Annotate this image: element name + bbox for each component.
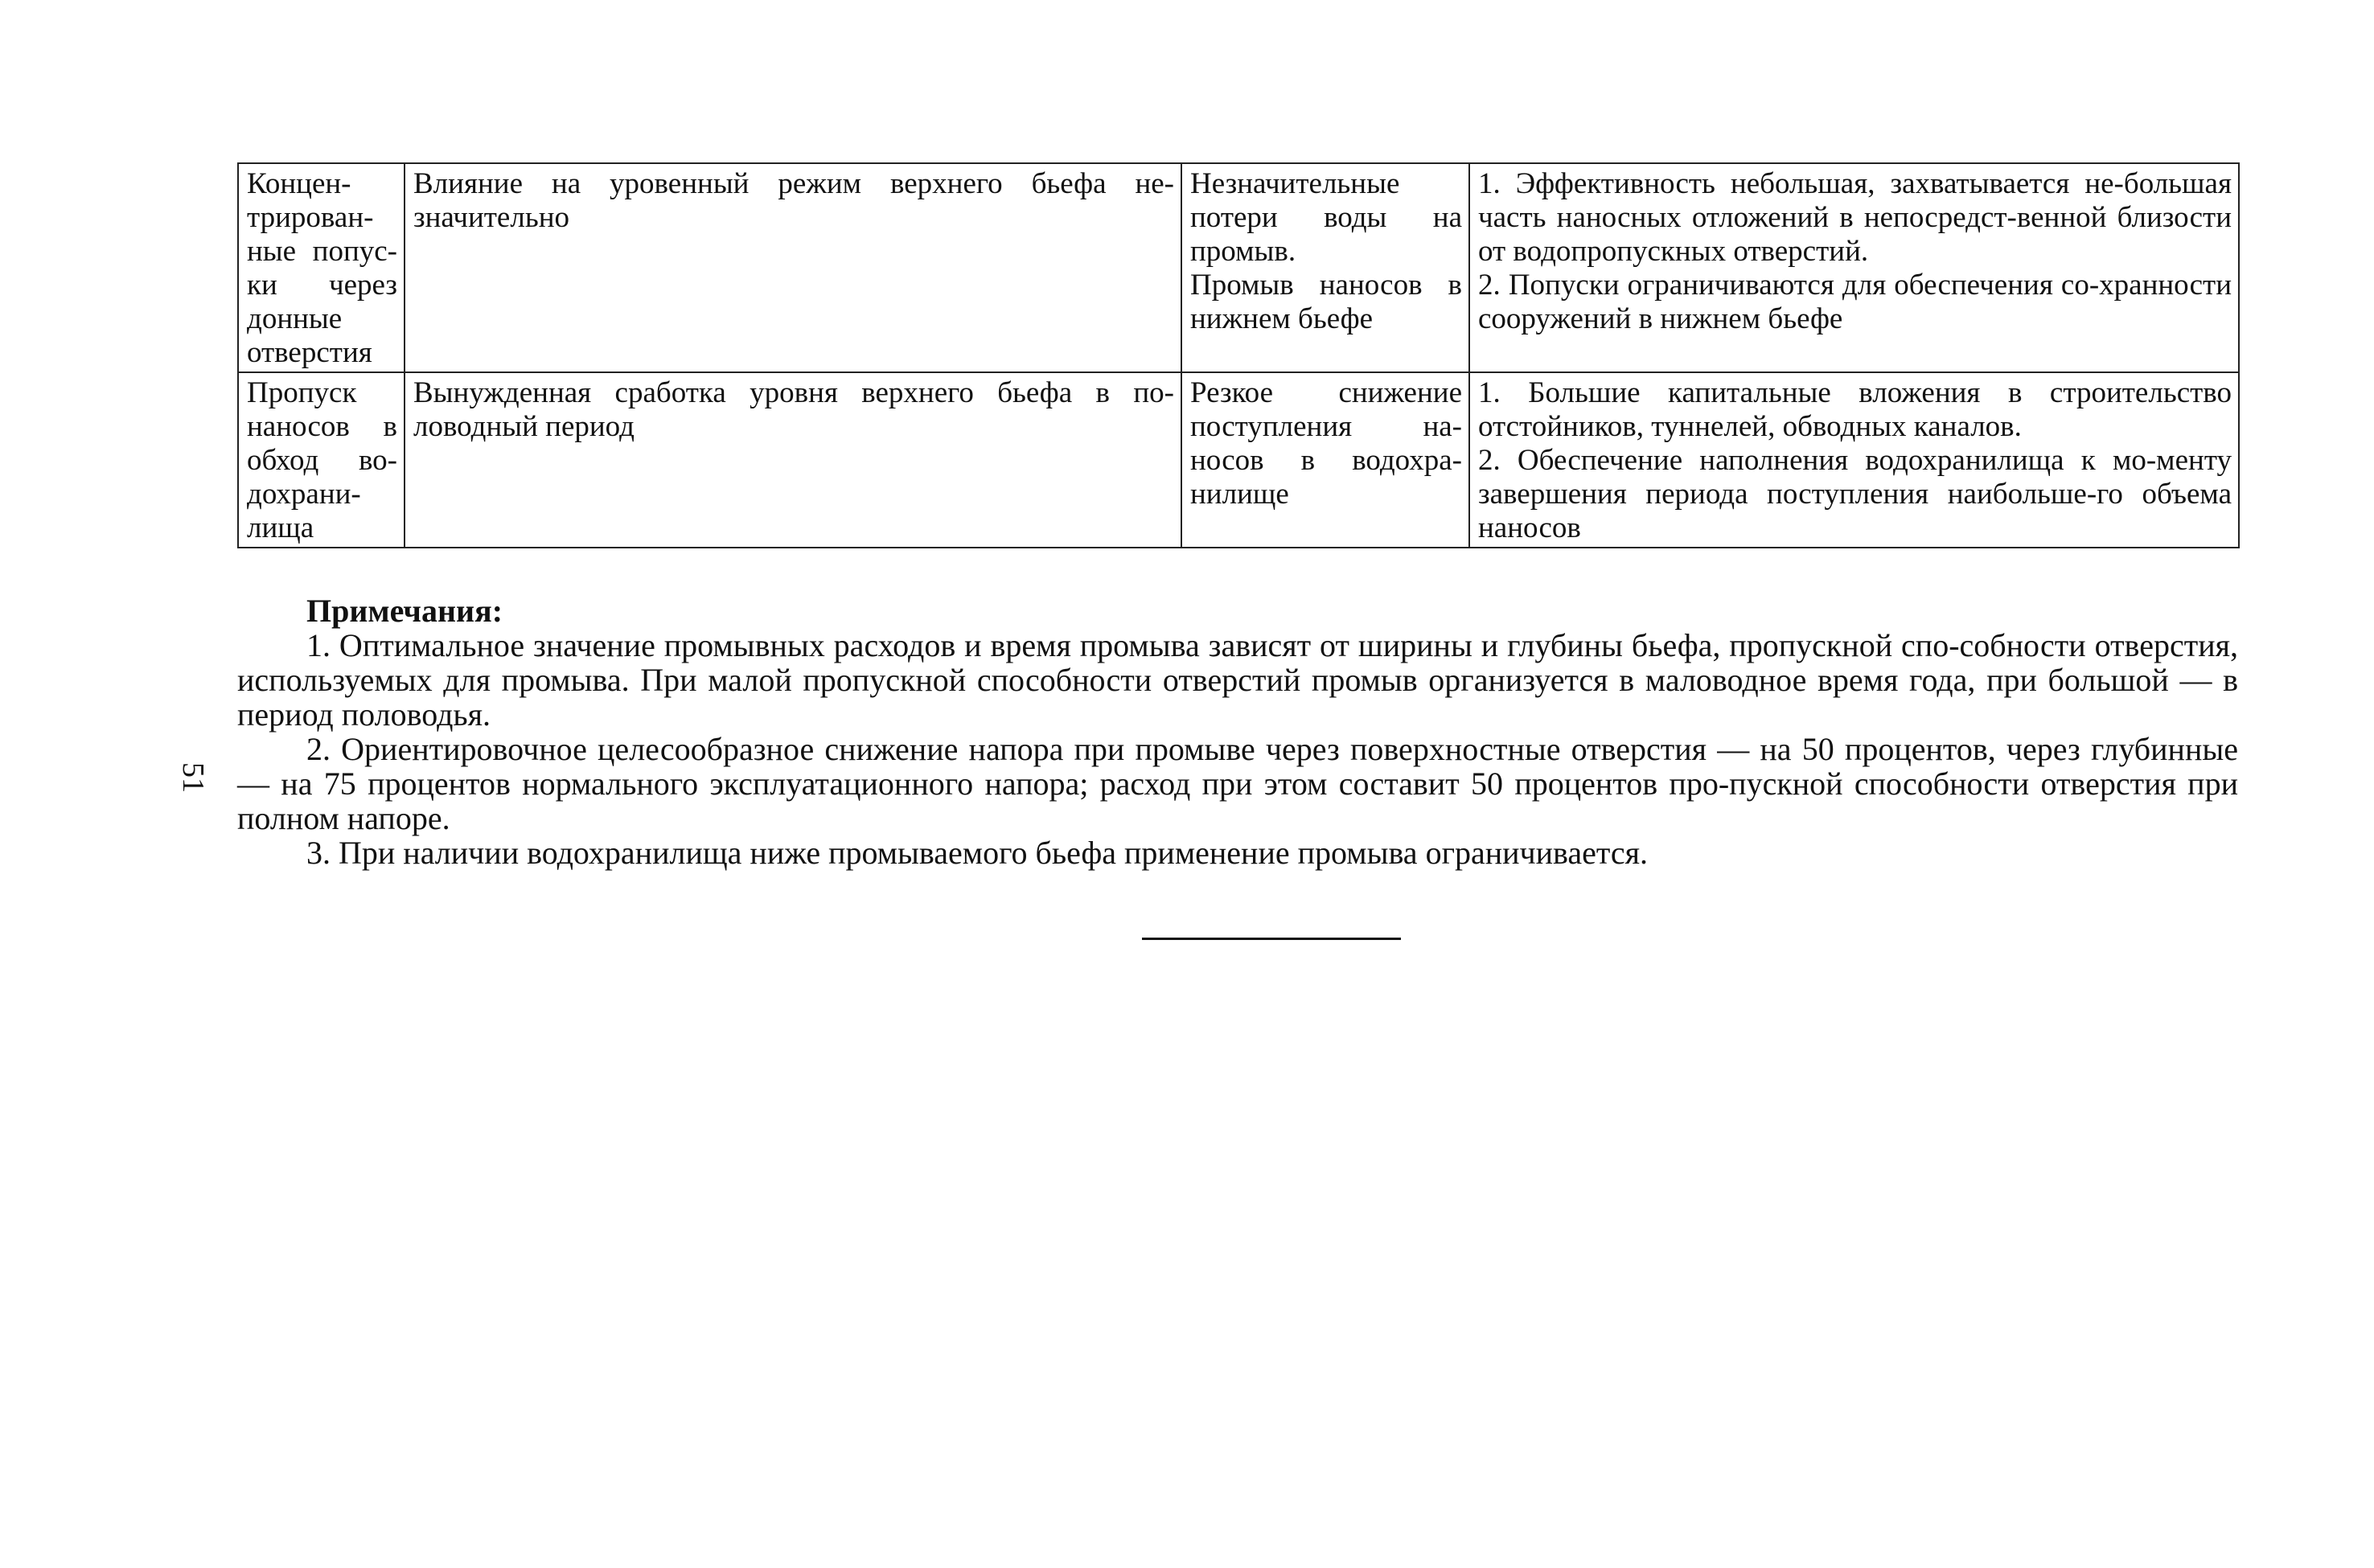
methods-table [237,162,2240,548]
notes-title: Примечания: [306,593,503,629]
table-row [238,163,2239,372]
cell-line: Промыв наносов в нижнем бьефе [1190,269,1462,335]
cell-line: 2. Попуски ограничиваются для обеспечения со-хранности сооружений в нижнем бьефе [1478,269,2232,335]
cell-text: Влияние на уровенный режим верхнего бьефа не-значительно [413,167,1174,234]
cell-line: 2. Обеспечение наполнения водохранилища к мо-менту завершения периода поступления наибольше-го объема наносов [1478,444,2232,544]
cell-text: Пропуск наносов в обход во-дохрани-лища [247,376,397,544]
effect-cell [405,163,1181,372]
advantages-cell [1181,163,1469,372]
cell-line: 1. Эффективность небольшая, захватывается не-большая часть наносных отложений в непосредст-венной близости от водопропускных отверстий. [1478,167,2232,268]
separator-line [1142,938,1401,940]
limitations-cell [1469,163,2239,372]
effect-cell [405,372,1181,548]
note-item: 1. Оптимальное значение промывных расходов и время промыва зависят от ширины и глубины бьефа, пропускной спо-собности отверстия, используемых для промыва. При малой пропускной способности отверстий промыв организуется в маловодное время года, при большой — в период половодья. [237,627,2238,733]
method-cell [238,372,405,548]
table-row [238,372,2239,548]
limitations-cell [1469,372,2239,548]
page-number: 51 [176,762,210,793]
method-cell [238,163,405,372]
notes-section [237,593,2238,870]
cell-line: 1. Большие капитальные вложения в строительство отстойников, туннелей, обводных каналов. [1478,376,2232,443]
advantages-cell [1181,372,1469,548]
cell-line: Резкое снижение поступления на-носов в водохра-нилище [1190,376,1462,511]
cell-text: Концен-трирован-ные попус-ки через донные отверстия [247,167,397,369]
cell-line: Незначительные потери воды на промыв. [1190,167,1462,268]
note-item: 3. При наличии водохранилища ниже промываемого бьефа применение промыва ограничивается. [306,835,1649,871]
cell-text: Вынужденная сработка уровня верхнего бьефа в по-ловодный период [413,376,1174,443]
note-item: 2. Ориентировочное целесообразное снижение напора при промыве через поверхностные отверстия — на 50 процентов, через глубинные — на 75 процентов нормального эксплуатационного напора; расход при этом составит 50 процентов про-пускной способности отверстия при полном напоре. [237,731,2238,836]
